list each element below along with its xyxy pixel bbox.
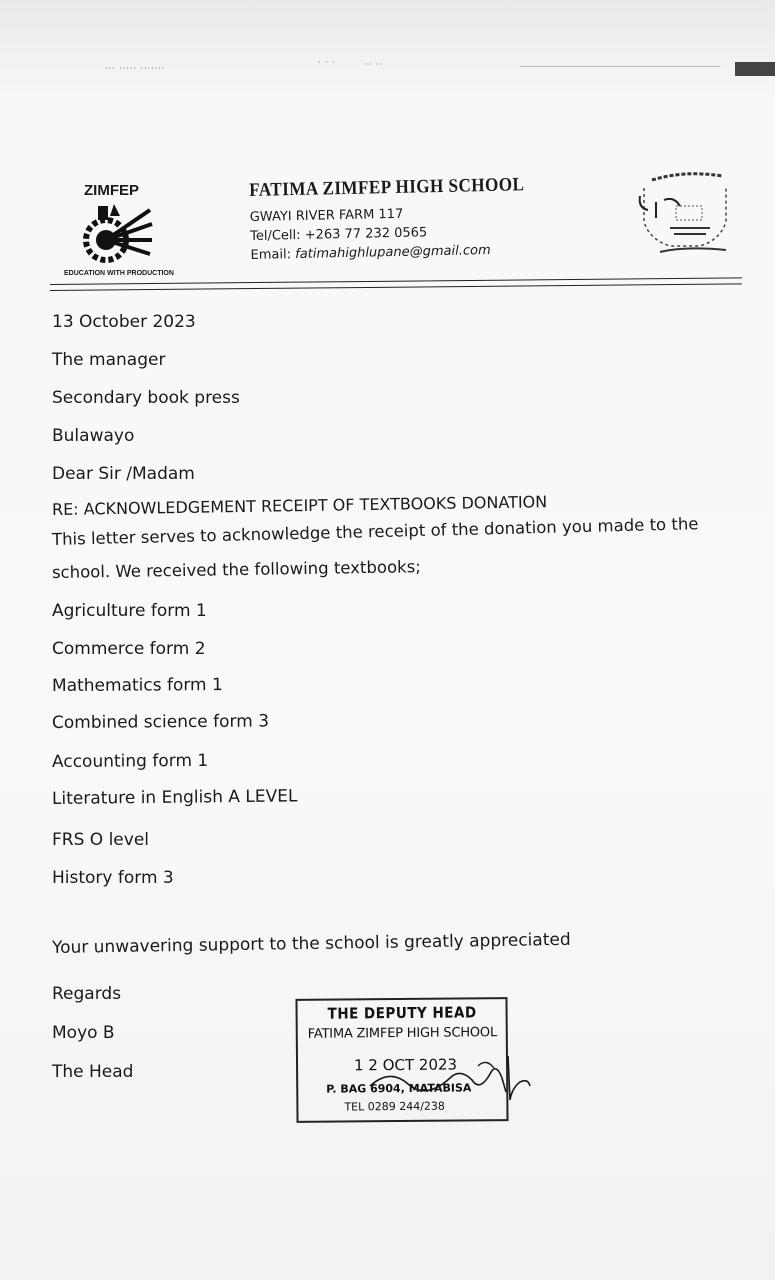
school-phone [250,223,556,244]
school-crest-icon [630,166,740,262]
email-address: fatimahighlupane@gmail.com [295,242,491,263]
bleed-through-mark: ·· ·· [365,60,383,69]
logo-title: ZIMFEP [84,182,139,199]
signatory-title: The Head [52,1062,134,1082]
handwritten-signature [360,1048,540,1108]
textbook-item: Agriculture form 1 [52,601,207,621]
stamp-address: P. BAG 6904, MATABISA [326,1081,472,1096]
phone-label: Tel/Cell: [250,227,301,244]
school-address: GWAYI RIVER FARM 117 [249,206,404,225]
textbook-item: Accounting form 1 [51,750,209,772]
textbook-item: Combined science form 3 [51,711,270,733]
school-name: FATIMA ZIMFEP HIGH SCHOOL [249,174,525,201]
textbook-item: History form 3 [52,868,174,888]
school-email [250,242,556,263]
bleed-through-mark: · · · [318,58,336,67]
recipient-line: The manager [52,350,166,370]
zimfep-logo [52,182,182,282]
gear-logo-icon [80,202,156,268]
stamp-school: FATIMA ZIMFEP HIGH SCHOOL [307,1025,498,1042]
email-label: Email: [250,247,292,263]
signatory-name: Moyo B [52,1023,115,1043]
bleed-through-line [520,66,720,67]
recipient-line: Bulawayo [52,426,135,446]
textbook-item: FRS O level [52,830,149,850]
stamp-tel: TEL 0289 244/238 [344,1099,445,1114]
stamp-date: 1 2 OCT 2023 [353,1055,458,1075]
salutation: Dear Sir /Madam [52,464,195,484]
phone-number: +263 77 232 0565 [304,225,428,243]
textbook-item: Commerce form 2 [52,639,206,659]
body-paragraph-line: school. We received the following textbooks; [51,557,421,582]
letter-date: 13 October 2023 [52,312,196,332]
textbook-item: Literature in English A LEVEL [51,786,298,809]
logo-tagline: EDUCATION WITH PRODUCTION [64,270,174,277]
letterhead [249,174,557,267]
recipient-line: Secondary book press [52,388,240,408]
subject-line: RE: ACKNOWLEDGEMENT RECEIPT OF TEXTBOOKS DONATION [51,492,548,519]
textbook-item: Mathematics form 1 [51,675,223,696]
stamp-title: THE DEPUTY HEAD [327,1003,477,1023]
body-paragraph-line: This letter serves to acknowledge the receipt of the donation you made to the [51,514,699,549]
closing-statement: Your unwavering support to the school is greatly appreciated [51,929,571,958]
scan-edge-mark [735,62,775,76]
signoff: Regards [52,984,122,1004]
bleed-through-mark: ··· ····· ······· [105,64,166,73]
